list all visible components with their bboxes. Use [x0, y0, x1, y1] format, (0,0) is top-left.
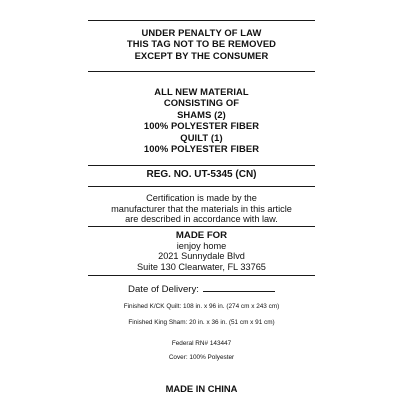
penalty-line: THIS TAG NOT TO BE REMOVED [126, 38, 277, 50]
date-of-delivery-label: Date of Delivery: [128, 284, 199, 295]
country-of-origin: MADE IN CHINA [165, 383, 238, 394]
certification-line: Certification is made by the [146, 193, 257, 203]
quilt-size: Finished K/CK Quilt: 108 in. x 96 in. (274 cm x 243 cm) [123, 303, 280, 310]
sham-size: Finished King Sham: 20 in. x 36 in. (51 cm x 91 cm) [128, 319, 275, 326]
material-line: SHAMS (2) [177, 108, 226, 120]
material-line: CONSISTING OF [163, 97, 240, 109]
law-tag [88, 20, 315, 394]
date-of-delivery-blank [203, 283, 275, 292]
divider [88, 165, 315, 166]
material-line: ALL NEW MATERIAL [154, 86, 249, 97]
company-name: ienjoy home [176, 241, 227, 251]
divider [88, 226, 315, 227]
registration-number [88, 169, 315, 181]
federal-rn: Federal RN# 143447 [171, 340, 232, 347]
divider [88, 20, 315, 21]
material-line: 100% POLYESTER FIBER [143, 120, 260, 132]
material-line: QUILT (1) [180, 131, 223, 143]
date-of-delivery [88, 283, 315, 296]
certification-statement [88, 193, 315, 225]
registration-text: REG. NO. UT-5345 (CN) [146, 169, 257, 180]
material-line: 100% POLYESTER FIBER [143, 143, 260, 155]
street-address: 2021 Sunnydale Blvd [158, 251, 245, 262]
divider [88, 186, 315, 187]
certification-line: manufacturer that the materials in this article [111, 203, 292, 214]
penalty-notice [88, 27, 315, 61]
penalty-line: EXCEPT BY THE CONSUMER [134, 49, 269, 61]
divider [88, 275, 315, 276]
certification-line: are described in accordance with law. [125, 214, 278, 225]
made-for-section [88, 230, 315, 272]
divider [88, 71, 315, 72]
cover-content: Cover: 100% Polyester [168, 354, 235, 361]
city-address: Suite 130 Clearwater, FL 33765 [137, 261, 266, 272]
material-content [88, 86, 315, 154]
penalty-line: UNDER PENALTY OF LAW [141, 27, 262, 38]
made-for-heading: MADE FOR [175, 230, 228, 241]
